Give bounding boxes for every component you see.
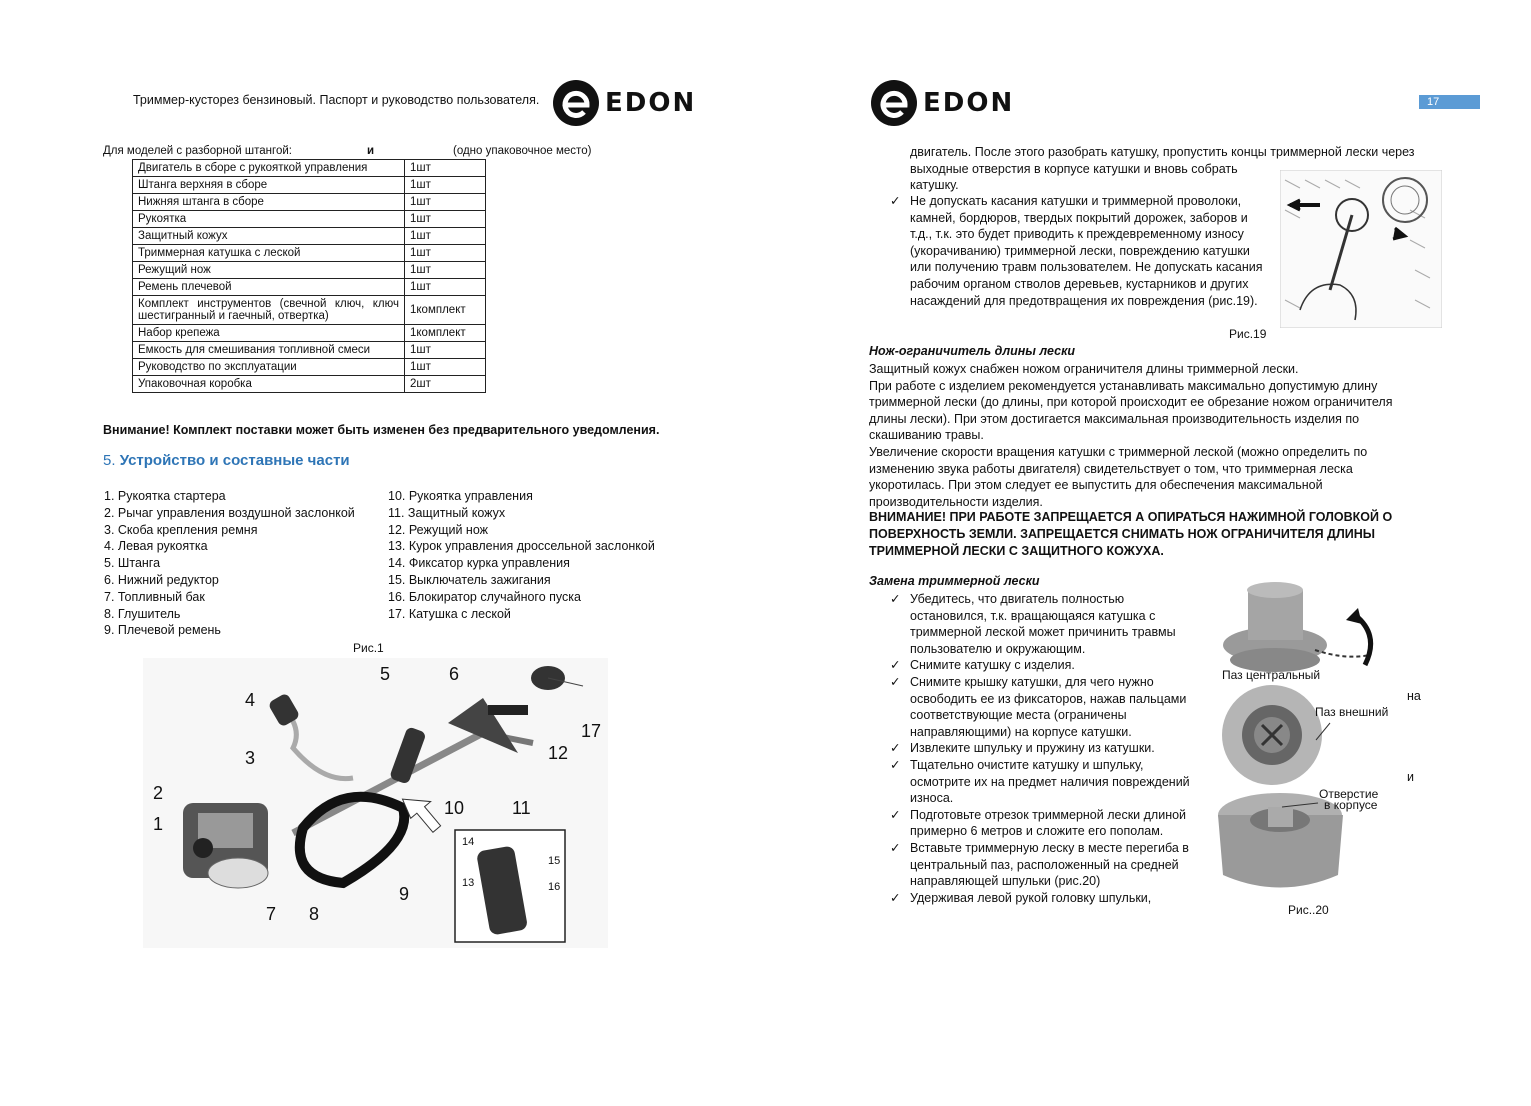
text-line: износа. (910, 791, 954, 806)
fig1-inset-callout-label: 16 (548, 881, 561, 893)
part-list-item: 1. Рукоятка стартера (104, 489, 226, 503)
fig1-callout-label: 2 (153, 783, 164, 803)
kit-row (133, 262, 486, 279)
kit-item-name: Двигатель в сборе с рукояткой управления (133, 160, 405, 177)
fig1-callout-label: 1 (153, 814, 164, 834)
kit-item-name: Емкость для смешивания топливной смеси (133, 342, 405, 359)
kit-row (133, 177, 486, 194)
fig1-callout-label: 8 (309, 904, 320, 924)
replace-step (870, 890, 1210, 907)
text-line: Подготовьте отрезок триммерной лески длиной (910, 807, 1187, 822)
kit-item-qty: 1шт (405, 262, 486, 279)
stray-word-i: и (1407, 770, 1414, 784)
text-line: направляющей шпульки (рис.20) (910, 874, 1101, 889)
section-heading (103, 452, 350, 469)
part-list-item: 12. Режущий нож (388, 522, 488, 537)
kit-row (133, 359, 486, 376)
kit-row (133, 228, 486, 245)
text-line: длины лески). При этом достигается максимальная производительность изделия по (869, 411, 1360, 426)
text-line: Тщательно очистите катушку и шпульку, (910, 757, 1144, 772)
text-line: осмотрите их на предмет наличия повреждений (910, 774, 1190, 789)
text-line: камней, бордюров, твердых покрытий дорожек, заборов и (910, 210, 1248, 225)
section-number: 5. (103, 452, 116, 469)
replace-step (870, 657, 1210, 674)
text-line: рабочим органом стволов деревьев, кустарников и других (910, 276, 1249, 291)
fig1-callout-label: 7 (266, 904, 277, 924)
fig1-callout-label: 11 (512, 798, 531, 818)
check-mark-icon: ✓ (890, 757, 901, 772)
text-line: катушку. (910, 178, 959, 193)
replace-section-title: Замена триммерной лески (869, 574, 1040, 588)
replace-step (870, 840, 1210, 890)
kit-item-name: Ремень плечевой (133, 279, 405, 296)
label-outer-groove: Паз внешний (1315, 705, 1389, 719)
text-line: центральный паз, расположенный на средней (910, 857, 1179, 872)
parts-list-right (388, 488, 655, 622)
kit-item-qty: 1шт (405, 359, 486, 376)
contact-warning-bullet (870, 193, 1270, 309)
fig1-callout-label: 9 (399, 884, 410, 904)
replace-step (870, 674, 1210, 740)
text-line: Снимите катушку с изделия. (910, 658, 1075, 673)
kit-item-name: Нижняя штанга в сборе (133, 194, 405, 211)
kit-intro-suffix: (одно упаковочное место) (453, 145, 592, 157)
text-line: триммерной лески (до длины, при которой происходит ее обрезание ножом ограничителя (869, 395, 1393, 410)
replace-step (870, 591, 1210, 657)
text-line: примерно 6 метров и сложите его пополам. (910, 824, 1164, 839)
text-line: ВНИМАНИЕ! ПРИ РАБОТЕ ЗАПРЕЩАЕТСЯ А ОПИРАТЬСЯ НАЖИМНОЙ ГОЛОВКОЙ О (869, 510, 1393, 524)
part-list-item: 6. Нижний редуктор (104, 572, 219, 587)
text-line: производительности изделия. (869, 494, 1043, 509)
text-line: Защитный кожух снабжен ножом ограничителя длины триммерной лески. (869, 362, 1299, 376)
text-line: ПОВЕРХНОСТЬ ЗЕМЛИ. ЗАПРЕЩАЕТСЯ СНИМАТЬ НОЖ ОГРАНИЧИТЕЛЯ ДЛИНЫ (869, 527, 1375, 541)
part-list-item: 16. Блокиратор случайного пуска (388, 589, 581, 604)
kit-warning: Внимание! Комплект поставки может быть изменен без предварительного уведомления. (103, 423, 660, 437)
text-line: Убедитесь, что двигатель полностью (910, 592, 1125, 606)
stray-word-na: на (1407, 689, 1421, 703)
fig1-callout-label: 3 (245, 748, 256, 768)
edon-logo-icon (551, 78, 601, 128)
check-mark-icon: ✓ (890, 741, 901, 756)
kit-row (133, 160, 486, 177)
text-line: направляющими) на корпусе катушки. (910, 724, 1132, 739)
part-list-item: 7. Топливный бак (104, 589, 205, 604)
text-line: триммерной леской может причинить травмы (910, 625, 1176, 640)
kit-row (133, 194, 486, 211)
text-line: Снимите крышку катушки, для чего нужно (910, 674, 1154, 689)
kit-row (133, 211, 486, 228)
part-list-item: 14. Фиксатор курка управления (388, 556, 570, 571)
kit-item-name: Руководство по эксплуатации (133, 359, 405, 376)
parts-list-left (104, 488, 355, 639)
kit-item-name: Комплект инструментов (свечной ключ, ключ шестигранный и гаечный, отвертка) (133, 296, 405, 325)
fig1-inset-callout-label: 15 (548, 855, 561, 867)
replace-step (870, 757, 1210, 807)
text-line: пользователю и окружающим. (910, 641, 1086, 656)
kit-intro-prefix: Для моделей с разборной штангой: (103, 145, 292, 157)
kit-item-name: Триммерная катушка с леской (133, 245, 405, 262)
fig1-inset-callout-label: 14 (462, 836, 475, 848)
fig1-callout-label: 5 (380, 664, 391, 684)
text-line: насаждений для предотвращения их повреждения (рис.19). (910, 293, 1258, 308)
text-line: освободить ее из фиксаторов, нажав пальцами (910, 691, 1187, 706)
text-line: Извлеките шпульку и пружину из катушки. (910, 741, 1155, 756)
left-header-title: Триммер-кусторез бензиновый. Паспорт и руководство пользователя. (133, 93, 540, 107)
fig1-inset-callout-label: 13 (462, 877, 475, 889)
fig19-caption: Рис.19 (1229, 327, 1267, 341)
kit-intro-and: и (367, 145, 375, 157)
part-list-item: 3. Скоба крепления ремня (104, 522, 258, 537)
kit-item-qty: 1шт (405, 279, 486, 296)
part-list-item: 9. Плечевой ремень (104, 623, 221, 638)
text-line: выходные отверстия в корпусе катушки и вновь собрать (910, 161, 1238, 176)
page-number: 17 (1419, 95, 1480, 109)
part-list-item: 15. Выключатель зажигания (388, 572, 551, 587)
kit-item-name: Режущий нож (133, 262, 405, 279)
part-list-item: 2. Рычаг управления воздушной заслонкой (104, 505, 355, 520)
text-line: изменению звука работы двигателя) свидетельствует о том, что триммерная леска (869, 461, 1353, 476)
replace-step (870, 740, 1210, 757)
kit-item-name: Набор крепежа (133, 325, 405, 342)
kit-item-qty: 1шт (405, 160, 486, 177)
knife-section-text (869, 361, 1429, 510)
part-list-item: 11. Защитный кожух (388, 505, 506, 520)
fig1-callout-label: 4 (245, 690, 256, 710)
text-line: Не допускать касания катушки и триммерной проволоки, (910, 194, 1242, 208)
kit-item-qty: 1комплект (405, 296, 486, 325)
caps-warning (869, 509, 1429, 560)
replace-step (870, 807, 1210, 840)
right-brand-logo (869, 78, 1014, 128)
replace-steps-list (870, 591, 1210, 906)
kit-row (133, 296, 486, 325)
fig1-callout-label: 12 (548, 743, 569, 763)
kit-item-name: Рукоятка (133, 211, 405, 228)
kit-item-qty: 1шт (405, 245, 486, 262)
check-mark-icon: ✓ (890, 658, 901, 673)
text-line: скашиванию травы. (869, 428, 984, 443)
check-mark-icon: ✓ (890, 592, 901, 606)
kit-item-name: Защитный кожух (133, 228, 405, 245)
check-mark-icon: ✓ (890, 890, 901, 905)
spool-side-view (1223, 582, 1371, 672)
kit-row (133, 376, 486, 393)
part-list-item: 8. Глушитель (104, 606, 181, 621)
part-list-item: 13. Курок управления дроссельной заслонкой (388, 539, 655, 554)
fig20-spool-illustration (1210, 575, 1398, 900)
check-mark-icon: ✓ (890, 807, 901, 822)
kit-item-qty: 1шт (405, 194, 486, 211)
kit-intro (103, 145, 603, 157)
knife-section-title: Нож-ограничитель длины лески (869, 344, 1076, 358)
text-line: или получению травм пользователем. Не допускать касания (910, 260, 1263, 275)
kit-row (133, 245, 486, 262)
text-line: укоротилась. При этом следует ее выпустить для обеспечения максимальной (869, 478, 1323, 493)
brand-name-right: EDON (923, 88, 1015, 118)
spool-top-view (1222, 685, 1322, 785)
kit-table (132, 159, 486, 393)
fig1-caption: Рис.1 (353, 641, 384, 655)
fig19-illustration (1280, 170, 1442, 328)
contact-warning-text (910, 193, 1270, 309)
left-brand-logo (551, 78, 696, 128)
kit-item-qty: 1шт (405, 177, 486, 194)
kit-item-name: Штанга верхняя в сборе (133, 177, 405, 194)
kit-row (133, 325, 486, 342)
text-line: т.д., т.к. это будет приводить к преждевременному износу (910, 227, 1244, 242)
engine-shape (183, 803, 268, 888)
text-line: ТРИММЕРНОЙ ЛЕСКИ С ЗАЩИТНОГО КОЖУХА. (869, 544, 1164, 558)
text-line: Удерживая левой рукой головку шпульки, (910, 890, 1152, 905)
fig1-callout-label: 17 (581, 721, 602, 741)
part-list-item: 17. Катушка с леской (388, 606, 511, 621)
label-central-groove: Паз центральный (1222, 668, 1321, 682)
kit-item-qty: 1шт (405, 211, 486, 228)
kit-row (133, 279, 486, 296)
check-mark-icon: ✓ (890, 840, 901, 855)
check-mark-icon: ✓ (890, 194, 901, 208)
kit-item-qty: 1шт (405, 342, 486, 359)
fig1-callout-label: 10 (444, 798, 465, 818)
part-list-item: 5. Штанга (104, 556, 161, 571)
kit-item-qty: 2шт (405, 376, 486, 393)
text-line: двигатель. После этого разобрать катушку, пропустить концы триммерной лески через (910, 145, 1415, 159)
fig1-callout-label: 6 (449, 664, 460, 684)
part-list-item: 4. Левая рукоятка (104, 539, 208, 554)
fig1-trimmer-illustration (143, 658, 608, 948)
text-line: Вставьте триммерную леску в месте перегиба в (910, 840, 1189, 855)
kit-row (133, 342, 486, 359)
label-hole-line1: Отверстие (1319, 787, 1379, 801)
part-list-item: 10. Рукоятка управления (388, 489, 533, 503)
text-line: (укорачиванию) триммерной лески, повреждению катушки (910, 243, 1250, 258)
check-mark-icon: ✓ (890, 674, 901, 689)
label-hole-line2: в корпусе (1324, 798, 1378, 812)
edon-logo-icon (869, 78, 919, 128)
text-line: остановился, т.к. вращающаяся катушка с (910, 608, 1156, 623)
text-line: При работе с изделием рекомендуется устанавливать максимально допустимую длину (869, 378, 1378, 393)
text-line: соответствующие места (ограничены (910, 708, 1127, 723)
text-line: Увеличение скорости вращения катушки с триммерной леской (можно определить по (869, 444, 1368, 459)
kit-item-qty: 1шт (405, 228, 486, 245)
brand-name: EDON (605, 88, 697, 118)
section-title: Устройство и составные части (119, 452, 350, 469)
fig20-caption: Рис..20 (1288, 903, 1329, 917)
kit-item-qty: 1комплект (405, 325, 486, 342)
kit-item-name: Упаковочная коробка (133, 376, 405, 393)
